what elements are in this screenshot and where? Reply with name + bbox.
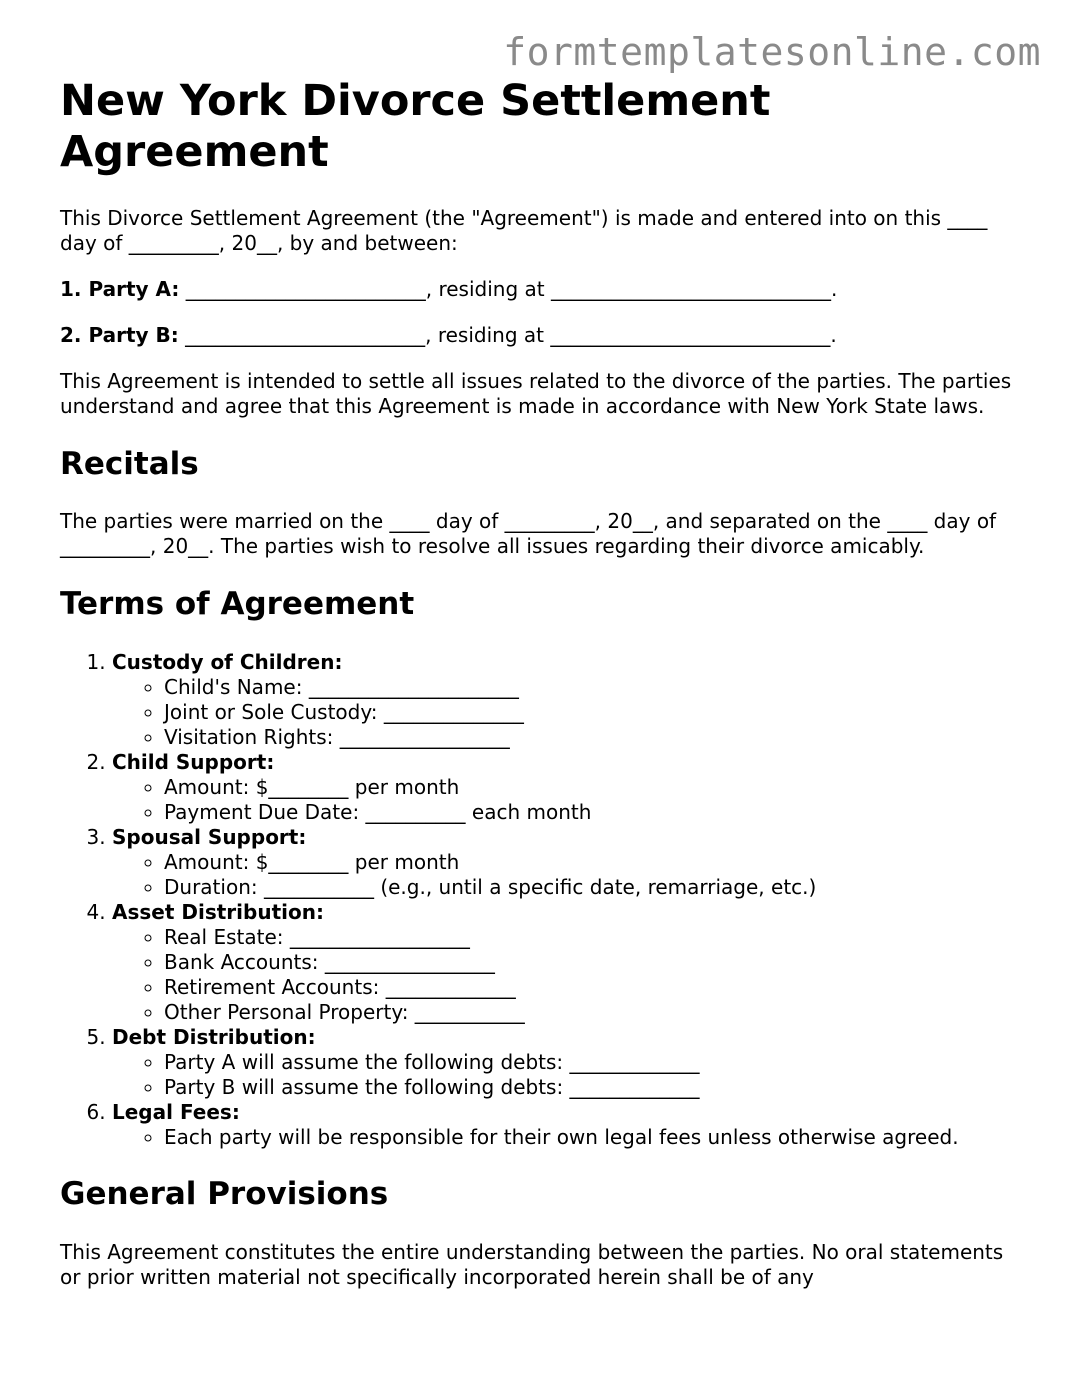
document-page xyxy=(60,76,1020,1290)
term-item xyxy=(112,750,1020,825)
term-sublist xyxy=(112,775,1020,825)
general-provisions-heading: General Provisions xyxy=(60,1176,389,1212)
term-subitem: ◦ Visitation Rights: _________________ xyxy=(164,725,1020,750)
term-title: Legal Fees: xyxy=(112,1100,240,1124)
intro-paragraph: This Divorce Settlement Agreement (the "Agreement") is made and entered into on this ____ day of _________, 20__, by and between: xyxy=(60,206,988,255)
watermark: formtemplatesonline.com xyxy=(503,30,1041,74)
party-b-label: 2. Party B: xyxy=(60,323,179,347)
term-subitem: ◦ Duration: ___________ (e.g., until a specific date, remarriage, etc.) xyxy=(164,875,1020,900)
term-sublist xyxy=(112,1125,1020,1150)
term-item xyxy=(112,825,1020,900)
term-sublist xyxy=(112,1050,1020,1100)
term-subitem: ◦ Other Personal Property: ___________ xyxy=(164,1000,1020,1025)
term-item xyxy=(112,900,1020,1025)
term-subitem: ◦ Bank Accounts: _________________ xyxy=(164,950,1020,975)
general-provisions-paragraph: This Agreement constitutes the entire understanding between the parties. No oral statements or prior written material not specifically incorporated herein shall be of any xyxy=(60,1240,1004,1289)
term-subitem: ◦ Amount: $________ per month xyxy=(164,850,1020,875)
term-item xyxy=(112,1025,1020,1100)
terms-list xyxy=(60,650,1020,1150)
party-b-fields: ________________________, residing at ____________________________. xyxy=(178,323,837,347)
party-b-line xyxy=(60,323,1020,348)
party-a-label: 1. Party A: xyxy=(60,277,180,301)
term-subitem: ◦ Party B will assume the following debts: _____________ xyxy=(164,1075,1020,1100)
recitals-paragraph: The parties were married on the ____ day of _________, 20__, and separated on the ____ day of _________, 20__. The parties wish to resolve all issues regarding their divorce amicably. xyxy=(60,509,997,558)
term-title: Asset Distribution: xyxy=(112,900,324,924)
term-title: Custody of Children: xyxy=(112,650,343,674)
term-title: Debt Distribution: xyxy=(112,1025,316,1049)
term-subitem: ◦ Retirement Accounts: _____________ xyxy=(164,975,1020,1000)
term-subitem: ◦ Each party will be responsible for their own legal fees unless otherwise agreed. xyxy=(164,1125,1020,1150)
term-title: Child Support: xyxy=(112,750,275,774)
term-subitem: ◦ Payment Due Date: __________ each month xyxy=(164,800,1020,825)
term-item xyxy=(112,650,1020,750)
recitals-heading: Recitals xyxy=(60,446,199,482)
purpose-paragraph: This Agreement is intended to settle all issues related to the divorce of the parties. The parties understand and agree that this Agreement is made in accordance with New York State laws. xyxy=(60,369,1012,418)
term-sublist xyxy=(112,675,1020,750)
term-subitem: ◦ Party A will assume the following debts: _____________ xyxy=(164,1050,1020,1075)
term-subitem: ◦ Child's Name: _____________________ xyxy=(164,675,1020,700)
party-a-line xyxy=(60,277,1020,302)
party-a-fields: ________________________, residing at ____________________________. xyxy=(179,277,838,301)
terms-heading: Terms of Agreement xyxy=(60,586,415,622)
term-subitem: ◦ Joint or Sole Custody: ______________ xyxy=(164,700,1020,725)
term-subitem: ◦ Real Estate: __________________ xyxy=(164,925,1020,950)
term-title: Spousal Support: xyxy=(112,825,307,849)
term-sublist xyxy=(112,850,1020,900)
term-subitem: ◦ Amount: $________ per month xyxy=(164,775,1020,800)
term-sublist xyxy=(112,925,1020,1025)
page-title: New York Divorce Settlement Agreement xyxy=(60,76,771,177)
term-item xyxy=(112,1100,1020,1150)
